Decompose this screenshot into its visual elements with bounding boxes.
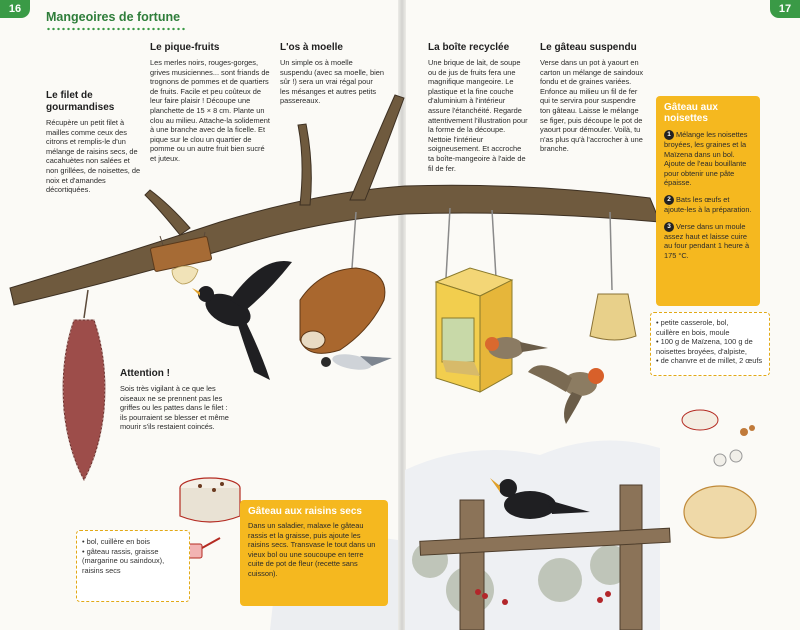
hazelnut-step: 1 Mélange les noisettes broyées, les graines et la Maïzena dans un bol. Ajoute de l'eau bouillante pour obtenir une pâte épaisse. [664, 130, 748, 188]
os-moelle-title: L'os à moelle [280, 42, 343, 53]
step-number-badge: 2 [664, 195, 674, 205]
attention-title: Attention ! [120, 368, 170, 379]
raisin-ingredients-box [76, 530, 190, 602]
hazelnut-steps [664, 130, 752, 260]
step-number-badge: 3 [664, 222, 674, 232]
hazelnut-recipe-title: Gâteau aux noisettes [664, 102, 718, 124]
hazelnut-step: 2 Bats les œufs et ajoute-les à la préparation. [664, 194, 752, 214]
boite-title: La boîte recyclée [428, 42, 510, 53]
hazelnut-cake-illustration [682, 410, 756, 538]
raisin-recipe-box [240, 500, 388, 606]
step-number-badge: 1 [664, 130, 674, 140]
page-number-right: 17 [770, 0, 800, 18]
pique-fruits-block [150, 42, 272, 164]
hazelnut-step: 3 Verse dans un moule assez haut et laisse cuire au four pendant 1 heure à 175 °C. [664, 221, 750, 260]
attention-block [120, 368, 232, 432]
pique-fruits-title: Le pique-fruits [150, 42, 220, 53]
hanging-net-illustration [63, 320, 105, 480]
seed-cake-illustration [590, 294, 636, 340]
boite-text: Une brique de lait, de soupe ou de jus de fruits fera une magnifique mangeoire. Le plastique et la fine couche d'aluminium à l'intérieur assure l'étanchéité. Regarde attentivement l'illustration pour la forme de la découpe. Nettoie l'intérieur soigneusement. Et accroche ta boîte-mangeoire à l'aide de fil de fer. [428, 58, 528, 173]
gateau-suspendu-title: Le gâteau suspendu [540, 42, 637, 53]
gateau-suspendu-text: Verse dans un pot à yaourt en carton un mélange de saindoux fondu et de graines variées. Enfonce au milieu un fil de fer qui te servira pour suspendre ton gâteau. Laisse le mélange se figer, puis découpe le pot de yaourt pour démouler. Voilà, tu n'as plus qu'à l'accrocher à une branche. [540, 58, 644, 154]
hazelnut-ingredient: • 100 g de Maïzena, 100 g de noisettes broyées, d'alpiste, [656, 337, 764, 356]
hazelnut-ingredient: • petite casserole, bol, cuillère en bois, moule [656, 318, 764, 337]
os-moelle-block [280, 42, 384, 106]
tit-bird-illustration [321, 352, 392, 373]
gateau-suspendu-block [540, 42, 648, 154]
page-number-left: 16 [0, 0, 30, 18]
blackbird-flying-illustration [192, 261, 292, 380]
hazelnut-recipe-box [656, 96, 760, 306]
robin-perched-illustration [485, 337, 548, 359]
pique-fruits-text: Les merles noirs, rouges-gorges, grives musiciennes... sont friands de trognons de pommes et de quartiers de fruits. Facile et peu coûteux de leur faire plaisir ! Découpe une planchette de 15 × 8 cm. Plante un clou au milieu. Attache-la solidement à une branche avec de la ficelle. Et pique sur le clou un quartier de pomme ou un autre fruit bien sucré et juteux. [150, 58, 270, 163]
milk-carton-feeder-illustration [436, 268, 512, 392]
section-title: Mangeoires de fortune [46, 10, 181, 24]
raisin-cake-tin-illustration [180, 478, 240, 522]
attention-text: Sois très vigilant à ce que les oiseaux ne se prennent pas les griffes ou les pattes dans le filet : ils pourraient se blesser et même mourir s'ils restaient coincés. [120, 384, 229, 432]
branch-twig-illustration [350, 95, 404, 200]
filet-text: Récupère un petit filet à mailles comme ceux des citrons et remplis-le d'un mélange de raisins secs, de cacahuètes non salées et non grillées, de noisettes, de noix et d'amandes décortiquées. [46, 118, 141, 195]
raisin-recipe-title: Gâteau aux raisins secs [248, 506, 362, 517]
filet-title: Le filet de gourmandises [46, 90, 115, 113]
os-moelle-text: Un simple os à moelle suspendu (avec sa moelle, bien sûr !) sera un vrai régal pour les mésanges et autres petits passereaux. [280, 58, 384, 106]
raisin-ingredient: • gâteau rassis, graisse (margarine ou saindoux), raisins secs [82, 547, 184, 576]
raisin-recipe-text: Dans un saladier, malaxe le gâteau rassis et la graisse, puis ajoute les raisins secs. Transvase le tout dans un vieux bol ou une soucoupe en terre cuite de pot de fleur (recette sans cuisson). [248, 521, 376, 578]
filet-block [46, 90, 142, 195]
hazelnut-ingredients-box [650, 312, 770, 376]
hazelnut-ingredient: • de chanvre et de millet, 2 œufs [656, 356, 764, 366]
boite-block [428, 42, 528, 173]
apple-quarter-illustration [172, 266, 198, 284]
raisin-ingredient: • bol, cuillère en bois [82, 537, 184, 547]
robin-flying-illustration [528, 365, 604, 424]
